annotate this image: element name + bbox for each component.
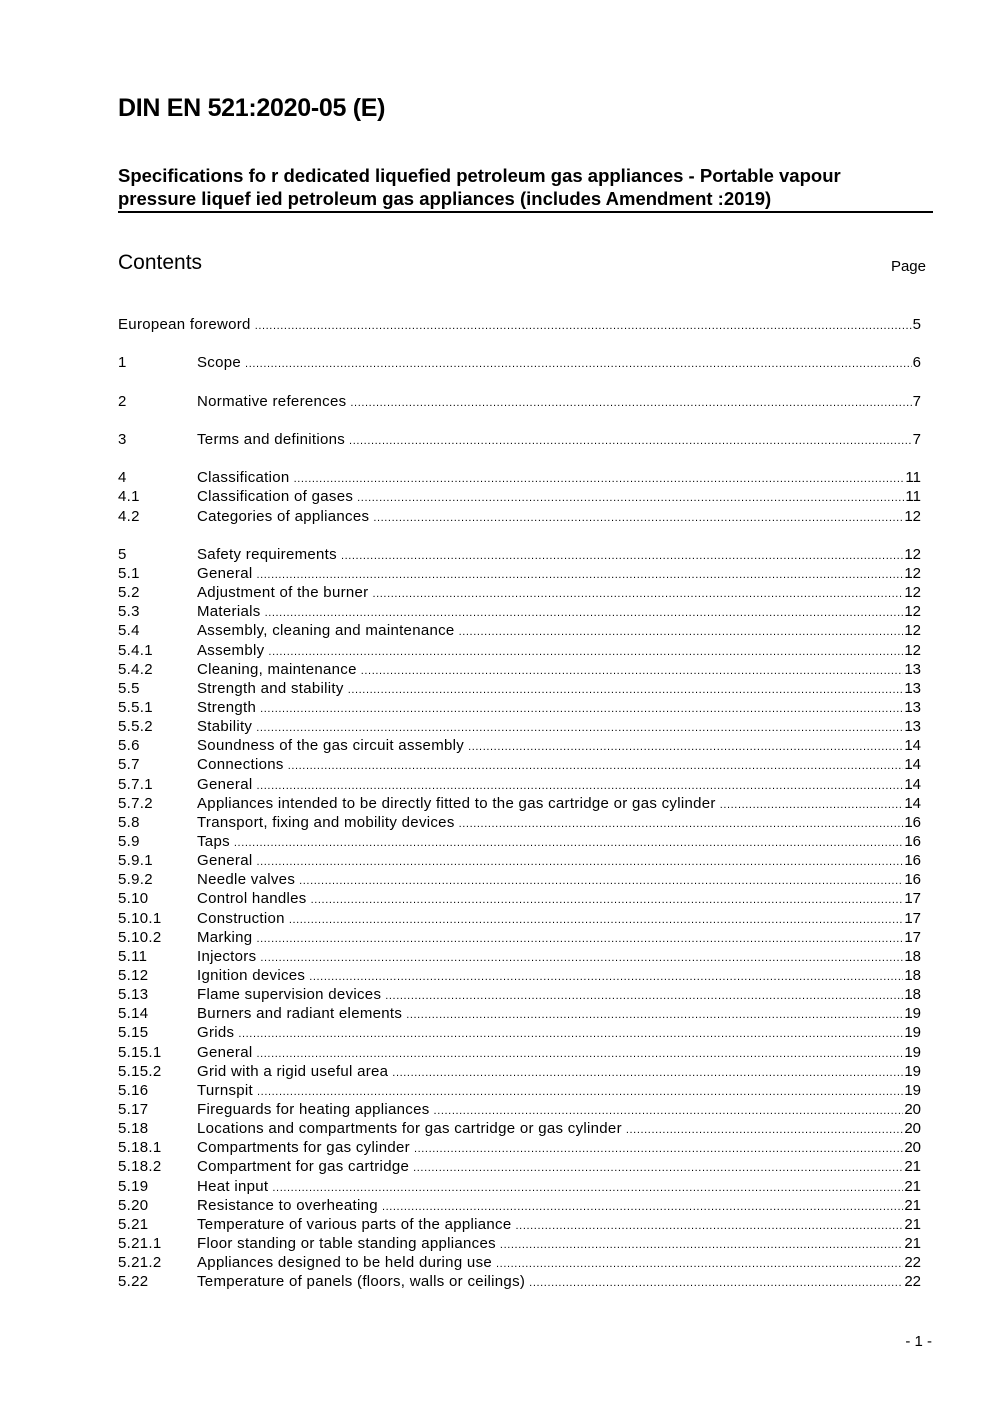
toc-entry-title: Connections [197,756,284,774]
toc-entry [118,985,921,1004]
table-of-contents [118,315,921,1291]
toc-entry-number: 2 [118,392,127,410]
toc-dot-leader [350,394,911,413]
toc-entry [118,889,921,908]
toc-dot-leader [413,1159,903,1178]
toc-entry-page: 14 [904,794,921,812]
toc-entry [118,1138,921,1157]
toc-dot-leader [245,355,912,374]
toc-dot-leader [294,470,905,489]
toc-entry-title: Compartment for gas cartridge [197,1158,410,1176]
toc-entry [118,660,921,679]
toc-entry-title: General [197,1043,253,1061]
toc-entry-title: Control handles [197,890,307,908]
toc-dot-leader [348,681,904,700]
toc-entry [118,851,921,870]
toc-entry-number: 5.7.1 [118,775,153,793]
toc-dot-leader [382,1198,903,1217]
toc-entry-page: 13 [904,660,921,678]
toc-entry-title: Burners and radiant elements [197,1005,403,1023]
toc-entry [118,1023,921,1042]
toc-entry-title: Turnspit [197,1081,254,1099]
toc-entry-number: 5.3 [118,603,140,621]
toc-entry [118,468,921,487]
toc-entry [118,621,921,640]
toc-entry [118,794,921,813]
toc-entry [118,315,921,334]
toc-entry [118,430,921,449]
toc-entry [118,1253,921,1272]
toc-entry [118,1062,921,1081]
toc-entry-number: 5.10.2 [118,928,162,946]
toc-entry-title: General [197,852,253,870]
toc-entry-number: 5.20 [118,1196,149,1214]
toc-dot-leader [256,566,903,585]
toc-entry-number: 5.6 [118,737,140,755]
toc-entry-number: 1 [118,354,127,372]
toc-dot-leader [288,757,904,776]
toc-entry-page: 19 [904,1005,921,1023]
toc-dot-leader [392,1064,903,1083]
toc-entry-number: 5.21.1 [118,1234,162,1252]
toc-dot-leader [349,432,912,451]
toc-dot-leader [626,1121,903,1140]
toc-entry-number: 5.16 [118,1081,149,1099]
toc-entry-page: 12 [904,622,921,640]
toc-entry [118,1196,921,1215]
toc-entry-page: 7 [912,430,921,448]
toc-entry-title: Appliances designed to be held during use [197,1254,493,1272]
toc-entry-number: 5.15.2 [118,1062,162,1080]
toc-entry-title: Categories of appliances [197,507,370,525]
toc-entry-page: 19 [904,1081,921,1099]
toc-entry-page: 17 [904,928,921,946]
toc-entry-page: 12 [904,641,921,659]
toc-entry-number: 5.11 [118,947,148,965]
toc-entry-page: 17 [904,890,921,908]
toc-entry-page: 11 [905,469,921,487]
toc-entry-title: European foreword [118,316,251,333]
toc-entry-title: Appliances intended to be directly fitted to the gas cartridge or gas cylinder [197,794,716,812]
toc-entry-page: 12 [904,584,921,602]
subtitle-line-2: pressure liquef ied petroleum gas appliances (includes Amendment :2019) [118,188,772,209]
toc-entry-title: Assembly [197,641,265,659]
toc-entry [118,870,921,889]
toc-entry-number: 5.15 [118,1024,149,1042]
toc-entry-page: 7 [912,392,921,410]
toc-dot-leader [299,872,903,891]
toc-entry-number: 5.5.2 [118,718,153,736]
toc-entry-page: 18 [904,947,921,965]
toc-entry [118,1272,921,1291]
toc-entry-number: 5.19 [118,1177,149,1195]
toc-dot-leader [256,1045,903,1064]
toc-entry-page: 18 [904,967,921,985]
toc-entry [118,679,921,698]
toc-entry-page: 21 [904,1234,921,1252]
document-title: DIN EN 521:2020-05 (E) [118,94,386,122]
toc-entry [118,698,921,717]
toc-entry-title: Assembly, cleaning and maintenance [197,622,455,640]
toc-entry-number: 5.18.2 [118,1158,162,1176]
toc-dot-leader [414,1140,903,1159]
subtitle-line-1: Specifications fo r dedicated liquefied petroleum gas appliances - Portable vapour [118,165,841,186]
toc-entry-page: 16 [904,871,921,889]
toc-entry-title: Fireguards for heating appliances [197,1101,430,1118]
toc-entry-page: 21 [904,1196,921,1214]
toc-entry-number: 5.7 [118,756,140,774]
toc-entry [118,755,921,774]
toc-entry-title: Strength and stability [197,679,344,697]
toc-entry-number: 5.21.2 [118,1254,162,1272]
toc-entry-number: 5.5 [118,679,140,697]
toc-dot-leader [309,968,903,987]
toc-entry-title: Grid with a rigid useful area [197,1062,389,1080]
toc-dot-leader [434,1102,904,1121]
toc-entry-page: 14 [904,737,921,755]
toc-entry-page: 11 [905,488,921,506]
toc-entry-title: Resistance to overheating [197,1196,378,1214]
toc-entry-title: General [197,775,253,793]
toc-entry-page: 20 [904,1101,921,1118]
toc-entry [118,966,921,985]
toc-entry [118,1119,921,1138]
toc-entry [118,392,921,411]
toc-entry-page: 20 [904,1139,921,1157]
toc-entry-page: 16 [904,813,921,831]
toc-dot-leader [234,834,903,853]
toc-entry-number: 5.15.1 [118,1043,162,1061]
toc-entry [118,736,921,755]
toc-entry [118,641,921,660]
toc-entry-number: 5.8 [118,813,140,831]
toc-dot-leader [238,1025,903,1044]
toc-entry [118,564,921,583]
toc-entry [118,717,921,736]
toc-entry-title: Classification [197,469,290,487]
toc-entry-title: Safety requirements [197,545,337,563]
toc-entry-page: 13 [904,679,921,697]
toc-entry-number: 4 [118,469,127,487]
toc-entry-page: 13 [904,699,921,717]
toc-entry-page: 12 [904,603,921,621]
toc-entry-title: Scope [197,354,242,372]
toc-entry-page: 19 [904,1024,921,1042]
toc-entry-number: 5.7.2 [118,794,153,812]
toc-entry [118,1100,921,1119]
toc-entry-page: 16 [904,852,921,870]
toc-dot-leader [256,853,903,872]
toc-dot-leader [256,719,903,738]
toc-dot-leader [289,911,904,930]
toc-entry [118,1215,921,1234]
toc-entry-title: Construction [197,909,285,927]
toc-dot-leader [272,1179,903,1198]
toc-entry-page: 22 [904,1273,921,1291]
toc-entry-number: 4.1 [118,488,140,506]
toc-entry-page: 19 [904,1062,921,1080]
toc-entry-number: 5.4.1 [118,641,153,659]
toc-entry [118,1004,921,1023]
toc-entry [118,583,921,602]
toc-entry-page: 6 [912,354,921,372]
toc-entry-number: 4.2 [118,507,140,525]
toc-entry-page: 5 [912,316,921,333]
toc-dot-leader [260,949,903,968]
toc-entry [118,947,921,966]
toc-entry-number: 5.5.1 [118,699,153,717]
toc-entry [118,813,921,832]
toc-entry-number: 5.9 [118,833,140,851]
toc-entry-number: 5.13 [118,986,149,1004]
toc-dot-leader [361,662,904,681]
toc-entry-page: 12 [904,507,921,525]
toc-entry-number: 5.12 [118,967,149,985]
toc-dot-leader [385,987,903,1006]
contents-heading: Contents [118,251,203,274]
toc-entry [118,602,921,621]
toc-entry-title: Flame supervision devices [197,986,382,1004]
toc-entry [118,1234,921,1253]
toc-entry-title: Needle valves [197,871,296,889]
toc-entry-number: 5.2 [118,584,140,602]
toc-entry-number: 5.18.1 [118,1139,162,1157]
toc-dot-leader [256,777,903,796]
toc-dot-leader [255,317,912,336]
toc-entry-title: Transport, fixing and mobility devices [197,813,455,831]
toc-entry-page: 14 [904,775,921,793]
toc-entry-title: Temperature of various parts of the appliance [197,1215,512,1233]
toc-dot-leader [720,796,904,815]
toc-entry [118,353,921,372]
toc-entry [118,507,921,526]
toc-entry-page: 20 [904,1120,921,1138]
toc-entry-title: Temperature of panels (floors, walls or ceilings) [197,1273,526,1291]
toc-entry-title: Cleaning, maintenance [197,660,357,678]
toc-entry-title: Heat input [197,1177,269,1195]
toc-entry-number: 5.21 [118,1215,149,1233]
toc-entry-title: Grids [197,1024,235,1042]
toc-entry-title: Soundness of the gas circuit assembly [197,737,465,755]
toc-entry [118,775,921,794]
toc-entry-title: Taps [197,833,230,851]
toc-entry-number: 5.9.2 [118,871,153,889]
toc-dot-leader [372,585,903,604]
toc-dot-leader [311,891,904,910]
toc-dot-leader [459,815,904,834]
toc-dot-leader [357,489,904,508]
toc-entry [118,1177,921,1196]
toc-entry-number: 5.10 [118,890,149,908]
toc-dot-leader [268,643,903,662]
toc-entry-page: 17 [904,909,921,927]
toc-entry-number: 5.17 [118,1101,149,1118]
toc-entry-title: Ignition devices [197,967,306,985]
toc-entry-title: Classification of gases [197,488,354,506]
footer-page-number: - 1 - [905,1333,932,1350]
toc-entry [118,487,921,506]
toc-entry-number: 5.10.1 [118,909,162,927]
toc-entry-page: 18 [904,986,921,1004]
toc-entry-title: Locations and compartments for gas cartridge or gas cylinder [197,1120,622,1138]
toc-dot-leader [459,623,904,642]
toc-entry-title: Normative references [197,392,347,410]
toc-entry-number: 5.4.2 [118,660,153,678]
toc-entry-number: 3 [118,430,127,448]
toc-dot-leader [257,1083,903,1102]
toc-entry-title: Floor standing or table standing appliances [197,1234,496,1252]
toc-entry-title: General [197,565,253,583]
toc-entry-title: Stability [197,718,253,736]
toc-entry-page: 14 [904,756,921,774]
toc-entry-title: Strength [197,699,257,717]
toc-dot-leader [256,930,903,949]
toc-entry-number: 5.22 [118,1273,149,1291]
toc-entry [118,832,921,851]
toc-entry-number: 5.18 [118,1120,149,1138]
toc-entry-page: 21 [904,1158,921,1176]
toc-entry [118,545,921,564]
toc-dot-leader [406,1006,903,1025]
toc-entry-title: Materials [197,603,261,621]
toc-entry-page: 21 [904,1215,921,1233]
toc-entry-number: 5.14 [118,1005,149,1023]
toc-dot-leader [373,509,903,528]
toc-entry-number: 5 [118,545,127,563]
toc-entry-page: 12 [904,565,921,583]
toc-entry-title: Marking [197,928,253,946]
toc-entry [118,1081,921,1100]
toc-dot-leader [468,738,903,757]
toc-entry-page: 16 [904,833,921,851]
toc-entry-page: 21 [904,1177,921,1195]
toc-entry-number: 5.1 [118,565,140,583]
toc-entry-page: 13 [904,718,921,736]
document-subtitle [118,164,933,213]
toc-entry-number: 5.4 [118,622,140,640]
toc-dot-leader [341,547,903,566]
toc-entry-page: 12 [904,545,921,563]
toc-entry-title: Injectors [197,947,257,965]
toc-entry-page: 19 [904,1043,921,1061]
toc-entry [118,928,921,947]
toc-entry-page: 22 [904,1254,921,1272]
toc-entry-number: 5.9.1 [118,852,153,870]
toc-entry-title: Terms and definitions [197,430,346,448]
toc-entry [118,1043,921,1062]
page-column-label: Page [890,258,926,275]
toc-entry-title: Adjustment of the burner [197,584,369,602]
toc-dot-leader [516,1217,904,1236]
toc-dot-leader [260,700,903,719]
toc-dot-leader [265,604,904,623]
toc-entry [118,1157,921,1176]
toc-dot-leader [500,1236,903,1255]
toc-entry [118,909,921,928]
toc-dot-leader [496,1255,903,1274]
toc-entry-title: Compartments for gas cylinder [197,1139,410,1157]
toc-dot-leader [529,1274,903,1293]
